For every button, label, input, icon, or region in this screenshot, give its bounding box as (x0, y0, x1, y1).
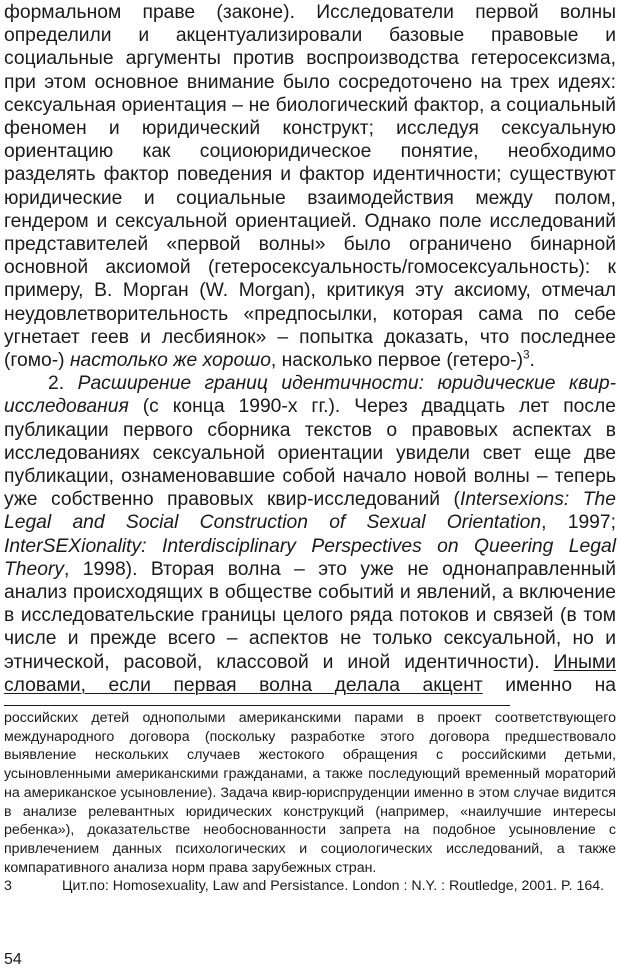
page-number: 54 (4, 951, 22, 968)
text-run: , насколько первое (гетеро-) (270, 350, 524, 372)
italic-run: настолько же хорошо (69, 350, 271, 372)
book-page (4, 0, 617, 895)
footnote-ref: 3 (523, 349, 530, 362)
text-run: , 1997; (541, 512, 616, 534)
text-run: (с конца 1990-х гг.). Через двадцать лет после публикации первого сборника текстов о правовых аспектах в исследованиях сексуальной ориентации увидели свет еще две публикации, ознаменовавшие собой начало новой волны – теперь уже собственно правовых квир-исследований ( (4, 396, 616, 511)
footnote-3 (4, 877, 616, 896)
paragraph-1 (4, 1, 616, 372)
italic-run: Расширение границ идентичности: юридические квир-исследования (4, 373, 617, 418)
paragraph-2 (4, 372, 616, 697)
footnote-continuation: российских детей однополыми американскими парами в проект соответствующего международного договора (поскольку разработке этого договора предшествовало выявление нескольких случаев жестокого обращения с российскими детьми, усыновленными американскими гражданами, а также последующий временный мораторий на американское усыновление). Задача квир-юриспруденции именно в этом случае видится в анализе релевантных юридических конструкций (например, «наилучшие интересы ребенка»), доказательстве необоснованности запрета на подобное усыновление с привлечением данных психологических и социологических исследований, а также компаративного анализа норм права зарубежных стран. (4, 710, 616, 876)
footnote-3-number: 3 (4, 878, 12, 895)
text-run: формальном праве (законе). Исследователи первой волны определили и акцентуализировали базовые правовые и социальные аргументы против воспроизводства гетеросексизма, при этом основное внимание было сосредоточено на трех идеях: сексуальная ориентация – не биологический фактор, а социальный феномен и юридический конструкт; исследуя сексуальную ориентацию как социоюридическое понятие, необходимо разделять фактор поведения и фактор идентичности; существуют юридические и социальные взаимодействия между полом, гендером и сексуальной ориентацией. Однако поле исследований представителей «первой волны» было ограничено бинарной основной аксиомой (гетеросексуальность/гомосексуальность): к примеру, В. Морган (W. Morgan), критикуя эту аксиому, отмечал неудовлетворительность «предпосылки, которая сама по себе угнетает геев и лесбиянок» – попытка доказать, что последнее (гомо-) (4, 2, 616, 372)
text-run: именно на (482, 674, 616, 696)
italic-run: InterSEXionality: Interdisciplinary Perspectives on Queering Legal Theory (4, 535, 616, 580)
text-run: , 1998). Вторая волна – это уже не однонаправленный анализ происходящих в обществе событий и явлений, а включение в исследовательские границы целого ряда потоков и связей (в том числе и прежде всего – аспектов не только сексуальной, но и этнической, расовой, классовой и иной идентичности). (4, 558, 616, 673)
text-run: 2. (48, 373, 78, 395)
text-run: Иными словами, если первая волна делала акцент (4, 651, 616, 696)
main-text (4, 0, 616, 697)
italic-run: Intersexions: The Legal and Social Construction of Sexual Orientation (4, 489, 616, 534)
footnote-3-text: Цит.по: Homosexuality, Law and Persistance. London : N.Y. : Routledge, 2001. P. 164. (62, 878, 605, 895)
footnote-separator (4, 705, 510, 706)
text-run: . (529, 350, 535, 372)
footnotes (4, 709, 616, 896)
